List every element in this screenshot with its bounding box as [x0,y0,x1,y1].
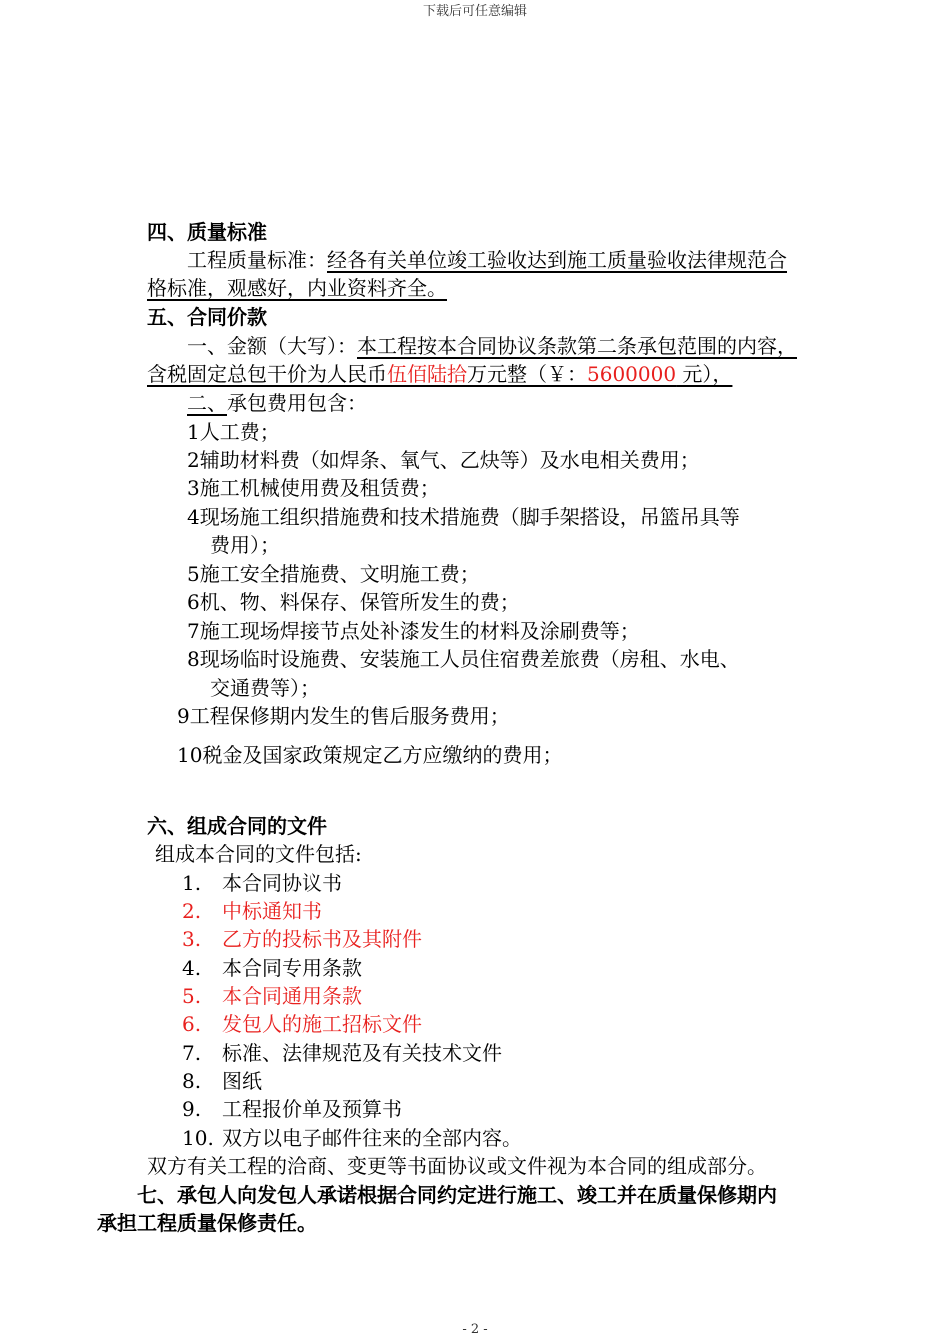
includes-label: 承包费用包含： [227,391,367,415]
document-text: 图纸 [222,1069,262,1093]
document-text: 本合同通用条款 [222,984,362,1008]
includes-heading [187,389,367,417]
document-text: 本合同协议书 [222,871,342,895]
includes-num: 二、 [187,391,227,415]
document-num: 7. [182,1041,202,1065]
quality-standard-line1 [187,246,787,274]
document-item [182,925,422,953]
cost-item: 9工程保修期内发生的售后服务费用； [177,704,510,728]
document-num: 4. [182,956,202,980]
cost-item: 4现场施工组织措施费和技术措施费（脚手架搭设，吊篮吊具等 [187,505,740,529]
page-number: - 2 - [462,1322,488,1337]
document-item [182,1010,422,1038]
documents-closing: 双方有关工程的洽商、变更等书面协议或文件视为本合同的组成部分。 [147,1154,767,1178]
quality-standard-line2: 格标准，观感好，内业资料齐全。 [147,276,447,300]
amount-line2 [147,360,732,388]
amount-prefix: 含税固定总包干价为人民币 [147,362,387,386]
document-text: 发包人的施工招标文件 [222,1012,422,1036]
cost-item-cont: 费用）； [210,533,280,557]
amount-label: 一、金额（大写）： [187,334,357,358]
document-item [182,1095,402,1123]
document-text: 标准、法律规范及有关技术文件 [222,1041,502,1065]
document-text: 双方以电子邮件往来的全部内容。 [222,1126,522,1150]
document-item [182,869,342,897]
section4-title: 四、质量标准 [147,220,267,244]
document-num: 3. [182,927,202,951]
document-item [182,897,322,925]
cost-item: 5施工安全措施费、文明施工费； [187,562,480,586]
amount-number: 5600000 [587,362,677,386]
document-item [182,982,362,1010]
cost-item: 6机、物、料保存、保管所发生的费； [187,590,520,614]
document-num: 1. [182,871,202,895]
document-item [182,954,362,982]
quality-standard-text1: 经各有关单位竣工验收达到施工质量验收法律规范合 [327,248,787,272]
documents-intro: 组成本合同的文件包括: [155,842,362,866]
cost-item: 7施工现场焊接节点处补漆发生的材料及涂刷费等； [187,619,640,643]
document-num: 6. [182,1012,202,1036]
amount-words: 伍佰陆拾 [387,362,467,386]
section7-line2: 承担工程质量保修责任。 [97,1211,317,1235]
document-text: 乙方的投标书及其附件 [222,927,422,951]
document-item [182,1039,502,1067]
amount-suffix: 元）， [676,362,733,386]
document-item [182,1067,262,1095]
cost-item: 1人工费； [187,420,280,444]
section6-title: 六、组成合同的文件 [147,814,327,838]
amount-text1: 本工程按本合同协议条款第二条承包范围的内容， [357,334,797,358]
amount-line1 [187,332,797,360]
document-text: 中标通知书 [222,899,322,923]
cost-item: 8现场临时设施费、安装施工人员住宿费差旅费（房租、水电、 [187,647,740,671]
cost-item-cont: 交通费等）； [210,676,320,700]
document-text: 工程报价单及预算书 [222,1097,402,1121]
document-text: 本合同专用条款 [222,956,362,980]
amount-mid: 万元整（￥： [467,362,587,386]
document-num: 8. [182,1069,202,1093]
cost-item: 3施工机械使用费及租赁费； [187,476,440,500]
cost-item: 10税金及国家政策规定乙方应缴纳的费用； [177,743,563,767]
section5-title: 五、合同价款 [147,305,267,329]
document-num: 2. [182,899,202,923]
section7-line1: 七、承包人向发包人承诺根据合同约定进行施工、竣工并在质量保修期内 [137,1183,777,1207]
quality-standard-label: 工程质量标准： [187,248,327,272]
document-num: 5. [182,984,202,1008]
cost-item: 2辅助材料费（如焊条、氧气、乙炔等）及水电相关费用； [187,448,700,472]
document-num: 9. [182,1097,202,1121]
page-header: 下载后可任意编辑 [422,4,527,19]
document-num: 10. [182,1126,214,1150]
document-item [182,1124,522,1152]
